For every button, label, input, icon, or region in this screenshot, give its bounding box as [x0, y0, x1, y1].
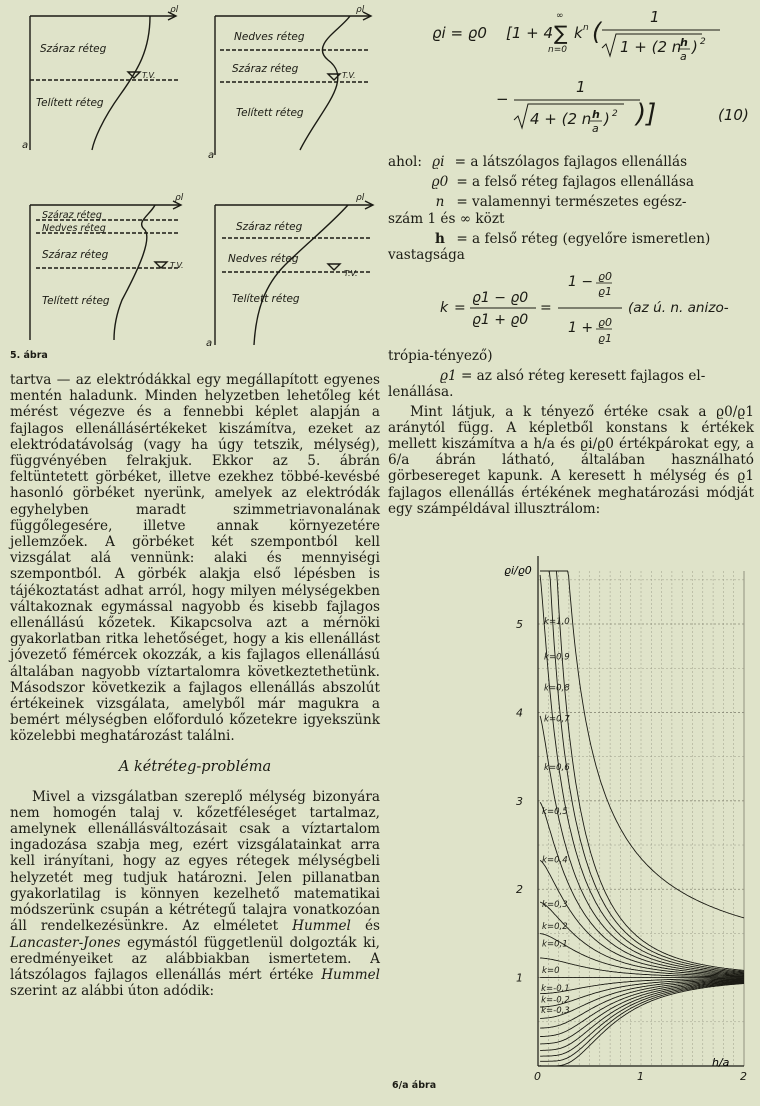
chart-ylabel: ϱi/ϱ0 [504, 564, 532, 577]
def-text-4: szám 1 és ∞ közt [388, 210, 505, 227]
svg-text:a: a [680, 50, 687, 63]
author-hummel-2: Hummel [321, 966, 380, 983]
svg-text:): ) [604, 110, 610, 128]
p2-text-c: szerint az alábbi úton adódik: [10, 983, 215, 1000]
def-row-2 [388, 174, 754, 190]
curve-k [540, 899, 744, 975]
p3-layer-3: Száraz réteg [42, 249, 109, 261]
eq-number: (10) [718, 106, 749, 124]
p2-layer-3: Telített réteg [236, 107, 304, 119]
p2-text-b: egymástól függetlenül dolgozták ki, eredményeiket az alábbiakban ismertetem. A látszólagos fajlagos ellenállás mért értéke [10, 934, 380, 983]
def-row-3 [388, 194, 754, 210]
p2-layer-1: Nedves réteg [234, 31, 305, 43]
p3-layer-2: Nedves réteg [42, 223, 106, 234]
figure-6a-label: 6/a ábra [392, 1080, 437, 1091]
svg-text:1 + (2 n: 1 + (2 n [620, 38, 682, 56]
svg-text:−: − [496, 90, 509, 108]
def-rho1 [388, 368, 754, 384]
def-sym-3: n [435, 194, 445, 211]
svg-text:k: k [440, 300, 449, 316]
curve-label: k=0,4 [542, 855, 568, 866]
p1-water: T.V. [142, 71, 156, 80]
svg-text:1 −: 1 − [568, 274, 594, 290]
p1-top: ρl [170, 5, 179, 15]
p2-axis: a [208, 150, 215, 161]
svg-text:)]: )] [636, 99, 657, 129]
eq-lhs: ϱi = ϱ0 [432, 24, 487, 42]
left-paragraph-2 [10, 789, 380, 1000]
def-text-2: = a felső réteg fajlagos ellenállása [456, 174, 694, 191]
section-heading: A kétréteg-probléma [118, 758, 272, 775]
eq-sum-top: ∞ [556, 11, 564, 21]
curve-k [540, 575, 744, 972]
curve-label: k=-0,3 [541, 1005, 570, 1016]
svg-text:h: h [680, 36, 688, 49]
p4-water: T.V. [344, 269, 358, 278]
def-rho1-2: lenállása. [388, 384, 454, 401]
p2-text-a: Mivel a vizsgálatban szereplő mélység bizonyára nem homogén talaj v. kőzetféleséget tartalmaz, amelynek ellenállásváltozásait csak a víztartalom ingadozása szabja meg, ezért vizsgálatainkat arra kell irányítani, hogy az egyes rétegek mélységbeli helyzetét meg tudjuk határozni. Jelen pillanatban gyakorlatilag is könnyen kezelhető matematikai módszerünk csupán a kétrétegű talajra vonatkozóan áll rendelkezésünkre. Az elméletet [10, 788, 380, 935]
curve-k [540, 981, 744, 1037]
svg-text:2: 2 [612, 109, 618, 119]
p4-top: ρl [356, 193, 365, 203]
svg-text:ϱ0: ϱ0 [598, 316, 612, 329]
figure-6a-chart [388, 546, 754, 1106]
y-tick-label: 4 [516, 706, 523, 720]
curve-label: k=0,3 [542, 899, 568, 910]
author-hummel: Hummel [292, 918, 351, 935]
chart-xlabel: h/a [712, 1056, 730, 1069]
figure-5 [10, 0, 380, 370]
curve-k [540, 980, 744, 1028]
p3-water: T.V. [170, 261, 184, 270]
p1-axis: a [22, 140, 29, 151]
svg-text:1: 1 [650, 8, 660, 26]
p1-layer-1: Száraz réteg [40, 43, 107, 55]
def-row-4 [388, 211, 754, 227]
p3-top: ρl [175, 193, 184, 203]
y-tick-label: 1 [516, 971, 523, 985]
curve-k [540, 983, 744, 1057]
svg-text:ϱ0: ϱ0 [598, 270, 612, 283]
svg-text:n: n [583, 23, 589, 33]
svg-text:4 + (2 n: 4 + (2 n [530, 110, 592, 128]
y-tick-label: 3 [516, 794, 523, 808]
def-text-6: vastagsága [388, 247, 465, 264]
svg-text:h: h [592, 108, 600, 121]
svg-text:∑: ∑ [554, 21, 568, 45]
curve-label: k=0,1 [542, 939, 568, 950]
curve-label: k=0,6 [544, 762, 570, 773]
curve-k [540, 716, 744, 973]
author-lancaster-jones: Lancaster-Jones [10, 934, 121, 951]
p2-water: T.V. [342, 71, 356, 80]
figure-5-label: 5. ábra [10, 350, 48, 361]
def-sym-2: ϱ0 [431, 174, 449, 191]
p2-and: és [350, 918, 380, 935]
svg-text:=: = [454, 300, 466, 316]
curve-label: k=-0,2 [541, 995, 570, 1006]
p2-layer-2: Száraz réteg [232, 63, 299, 75]
svg-text:=: = [540, 300, 552, 316]
k-note: (az ú. n. anizo- [628, 300, 729, 316]
curve-label: k=0,9 [544, 652, 570, 663]
def-sym-1: ϱi [432, 154, 445, 170]
p2-top: ρl [356, 5, 365, 15]
svg-text:): ) [692, 38, 698, 56]
curve-label: k=0 [542, 966, 560, 977]
curve-label: k=-0,1 [541, 983, 570, 994]
svg-text:ϱ1: ϱ1 [598, 332, 612, 345]
p1-layer-2: Telített réteg [36, 97, 104, 109]
y-tick-label: 2 [516, 883, 523, 897]
p4-layer-2: Nedves réteg [228, 253, 299, 265]
curve-label: k=1,0 [544, 617, 570, 628]
def-text-1: = a látszólagos fajlagos ellenállás [454, 154, 688, 170]
svg-text:1 +: 1 + [568, 320, 594, 336]
svg-text:2: 2 [700, 37, 706, 47]
eq-sum-bottom: n=0 [548, 45, 567, 55]
curve-label: k=0,5 [542, 807, 568, 818]
def-text-5: = a felső réteg (egyelőre ismeretlen) [456, 230, 711, 247]
svg-text:k: k [574, 24, 583, 42]
curve-k [540, 571, 744, 970]
def-ahol: ahol: [388, 154, 422, 170]
p3-layer-4: Telített réteg [42, 295, 110, 307]
y-tick-label: 5 [516, 618, 523, 632]
svg-text:ϱ1 + ϱ0: ϱ1 + ϱ0 [472, 312, 529, 328]
equation-10 [388, 0, 754, 150]
right-paragraph: Mint látjuk, a k tényező értéke csak a ϱ0/ϱ1 aránytól függ. A képletből konstans k értékek mellett kiszámítva a h/a és ϱi/ϱ0 értékpárokat egy, a 6/a ábrán látható, általában használható görbesereget kapunk. A keresett h mélység és ϱ1 fajlagos ellenállás értékének meghatározási módját egy számpéldával illusztrálom: [388, 403, 754, 517]
svg-text:[1 + 4: [1 + 4 [506, 24, 554, 42]
curve-label: k=0,7 [544, 714, 570, 725]
k-formula [388, 268, 754, 348]
def-rho1-text: = az alsó réteg keresett fajlagos el- [460, 368, 706, 385]
p4-layer-1: Száraz réteg [236, 221, 303, 233]
svg-text:(: ( [592, 18, 602, 46]
p4-layer-3: Telített réteg [232, 293, 300, 305]
x-tick-label: 2 [740, 1070, 747, 1083]
svg-text:a: a [592, 122, 599, 135]
def-row-5 [388, 231, 754, 247]
left-paragraph-1: tartva — az elektródákkal egy megállapított egyenes mentén haladunk. Minden helyzetben lehetőleg két mérést végezve és a fennebbi képlet alapján a fajlagos ellenállásértékeket kiszámítva, ezeket az elektródatávolság (vagy ha úgy tetszik, mélység), függvényében felrakjuk. Ekkor az 5. ábrán feltüntetett görbéket, illetve ezekhez többé-kevésbé hasonló görbéket nyerünk, amelyek az elektródák egyhelyben maradt szimmetriavonalának függőlegesére, illetve annak környezetére jellemzőek. A görbéket két szempontból kell vizsgálat alá vennünk: alaki és mennyiségi szempontból. A görbék alakja első lépésben is tájékoztatást adhat arról, hogy milyen mélységekben váltakoznak egymással nagyobb és kisebb fajlagos ellenállású kőzetek. Kikapcsolva azt a mérnöki gyakorlatban ritka lehetőséget, hogy a kis ellenállást jóvezető fémércek okozzák, a kis fajlagos ellenállású általában nagyobb víztartalomra következtethetünk. Másodszor következik a fajlagos ellenállás abszolút értékeinek vizsgálata, amelyből már magukra a bemért mélységben előforduló kőzetekre igyekszünk közelebbi meghatározást találni. [10, 372, 380, 745]
svg-text:1: 1 [576, 78, 586, 96]
curve-k [540, 984, 744, 1067]
curve-label: k=0,2 [542, 921, 568, 932]
curve-k [540, 860, 744, 977]
curve-label: k=0,8 [544, 683, 570, 694]
def-row-1 [388, 154, 754, 170]
def-text-3: = valamennyi természetes egész- [456, 194, 687, 211]
p4-axis: a [206, 338, 213, 349]
x-tick-label: 1 [637, 1070, 644, 1083]
p3-layer-1: Száraz réteg [42, 210, 102, 221]
def-rho1-sym: ϱ1 [440, 368, 457, 385]
svg-text:ϱ1: ϱ1 [598, 285, 612, 298]
def-row-6 [388, 247, 754, 263]
curve-k [540, 981, 744, 1044]
def-sym-5: h [435, 230, 445, 247]
x-tick-label: 0 [534, 1070, 541, 1083]
svg-text:ϱ1 − ϱ0: ϱ1 − ϱ0 [472, 290, 529, 306]
k-note-2: trópia-tényező) [388, 348, 493, 364]
